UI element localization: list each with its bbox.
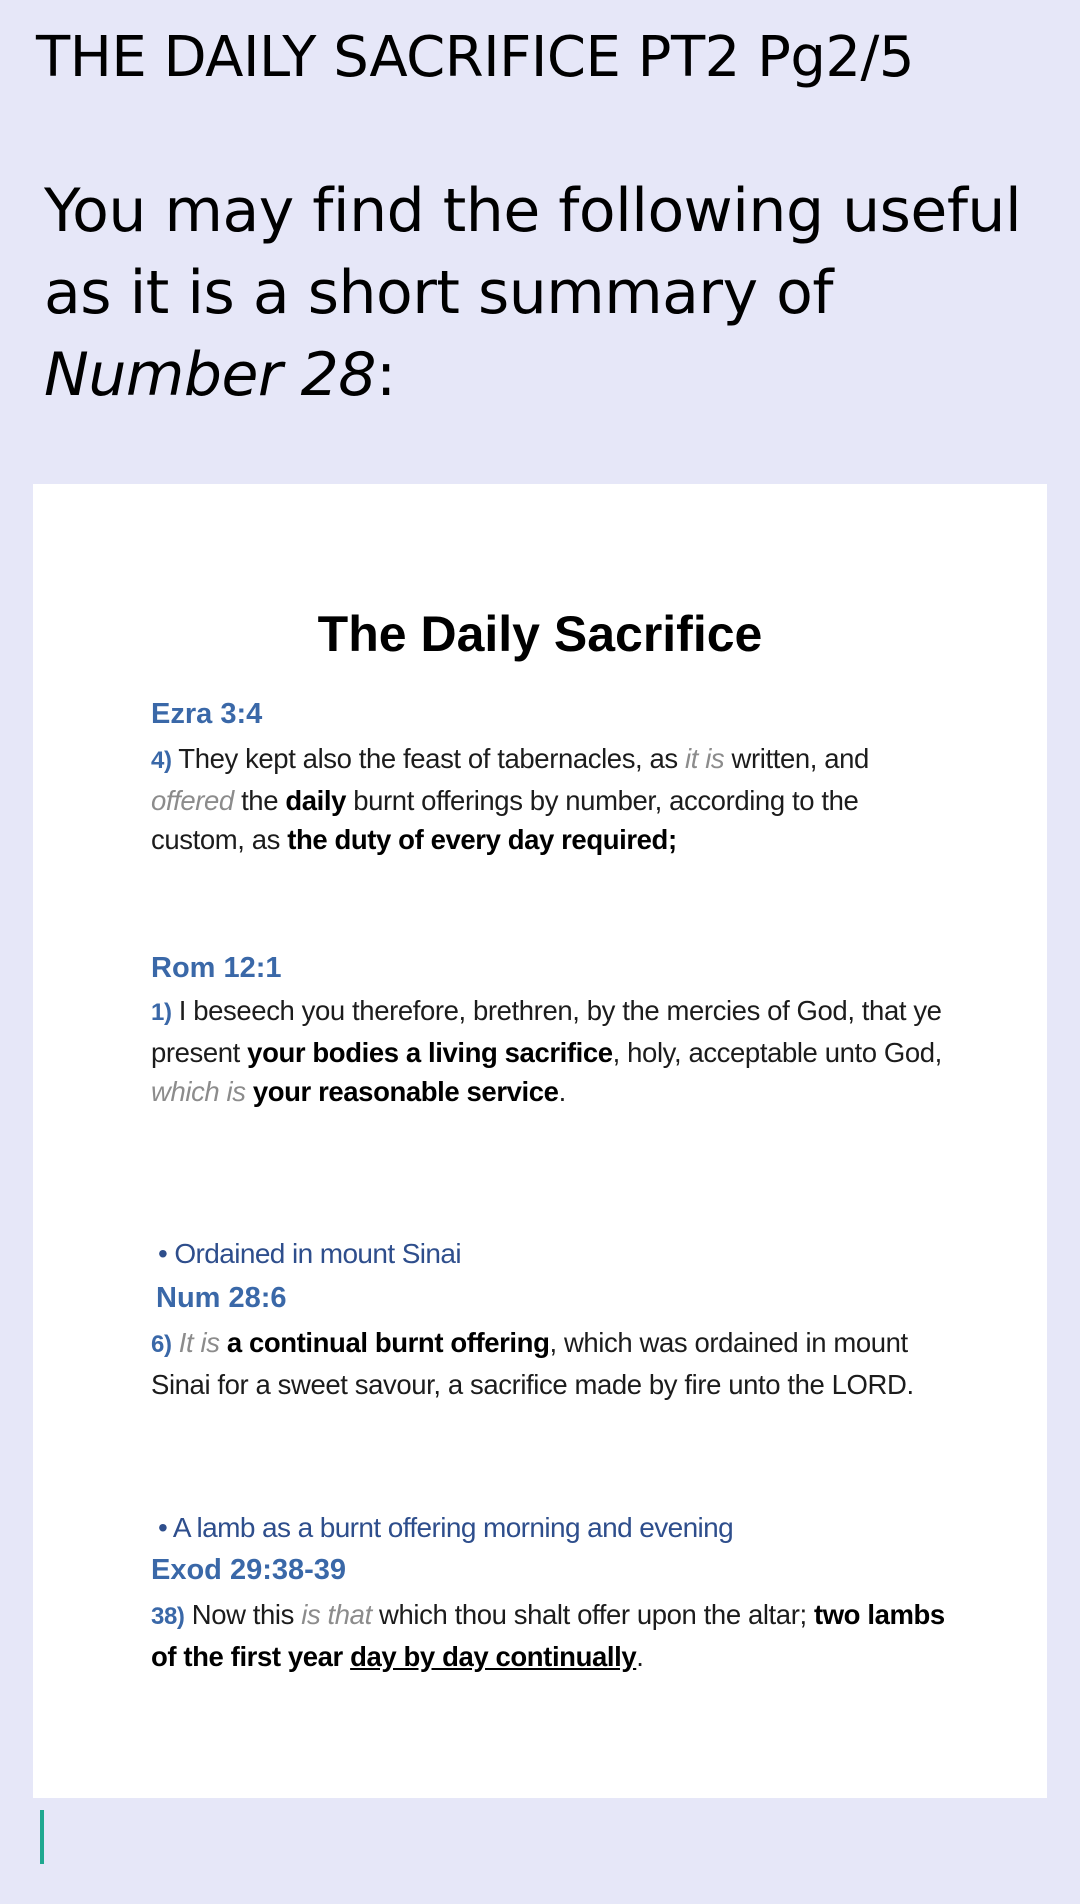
verse-text (172, 1327, 179, 1358)
verse-text: , holy, acceptable unto God, (612, 1036, 942, 1068)
intro-italic-reference: Number 28 (44, 340, 376, 410)
verse-bold: daily (285, 784, 347, 816)
verse-text: . (636, 1640, 644, 1672)
verse-text: written, and (724, 743, 869, 774)
verse-italic: which is (151, 1076, 246, 1107)
verse-italic: is that (301, 1599, 372, 1630)
verse-text: Now this (184, 1599, 302, 1630)
verse-numbers (151, 1323, 951, 1404)
verse-text: They kept also the feast of tabernacles, as (171, 743, 686, 774)
intro-paragraph (44, 170, 1044, 416)
intro-colon: : (375, 340, 396, 410)
reference-numbers: Num 28:6 (156, 1282, 287, 1314)
verse-text: . (558, 1076, 566, 1107)
verse-ezra (151, 739, 951, 860)
bullet-lamb-morning-evening: • A lamb as a burnt offering morning and evening (158, 1512, 734, 1543)
verse-exodus (151, 1595, 951, 1676)
reference-exodus: Exod 29:38-39 (151, 1554, 347, 1586)
verse-bold: the duty of every day required; (287, 824, 677, 855)
verse-italic: offered (151, 784, 234, 816)
bullet-ordained-in-sinai: • Ordained in mount Sinai (158, 1238, 461, 1269)
verse-bold: a continual burnt offering (226, 1327, 550, 1358)
verse-number: 38) (151, 1603, 185, 1630)
document-title: THE DAILY SACRIFICE PT2 Pg2/5 (36, 25, 915, 90)
verse-text: I beseech you therefore, brethren, by the mercies of God, that ye present (151, 995, 942, 1068)
verse-italic: it is (685, 743, 725, 774)
verse-bold: your reasonable service (252, 1076, 559, 1107)
verse-text: which thou shalt offer upon the altar; (371, 1599, 814, 1630)
verse-text: the (233, 784, 286, 816)
verse-bold: your bodies a living sacrifice (247, 1036, 613, 1068)
verse-text: , which was ordained in mount Sinai for a sweet savour, a sacrifice made by fire unto the LORD. (151, 1327, 914, 1400)
verse-text: burnt offerings by number, according to the custom, as (151, 784, 859, 855)
verse-romans (151, 991, 951, 1112)
intro-text: You may find the following useful as it is a short summary of (44, 176, 1022, 328)
verse-number: 4) (151, 747, 172, 774)
verse-bold: two lambs of the first year (151, 1599, 945, 1672)
text-cursor[interactable] (40, 1810, 44, 1864)
verse-italic: It is (178, 1327, 220, 1358)
verse-bold-underlined: day by day continually (350, 1640, 637, 1672)
verse-text (246, 1076, 253, 1107)
reference-romans: Rom 12:1 (151, 952, 282, 984)
verse-number: 6) (151, 1331, 172, 1358)
verse-text (220, 1327, 227, 1358)
summary-image-card (33, 484, 1047, 1798)
verse-number: 1) (151, 999, 172, 1026)
reference-ezra: Ezra 3:4 (151, 698, 263, 730)
card-title: The Daily Sacrifice (317, 606, 763, 662)
